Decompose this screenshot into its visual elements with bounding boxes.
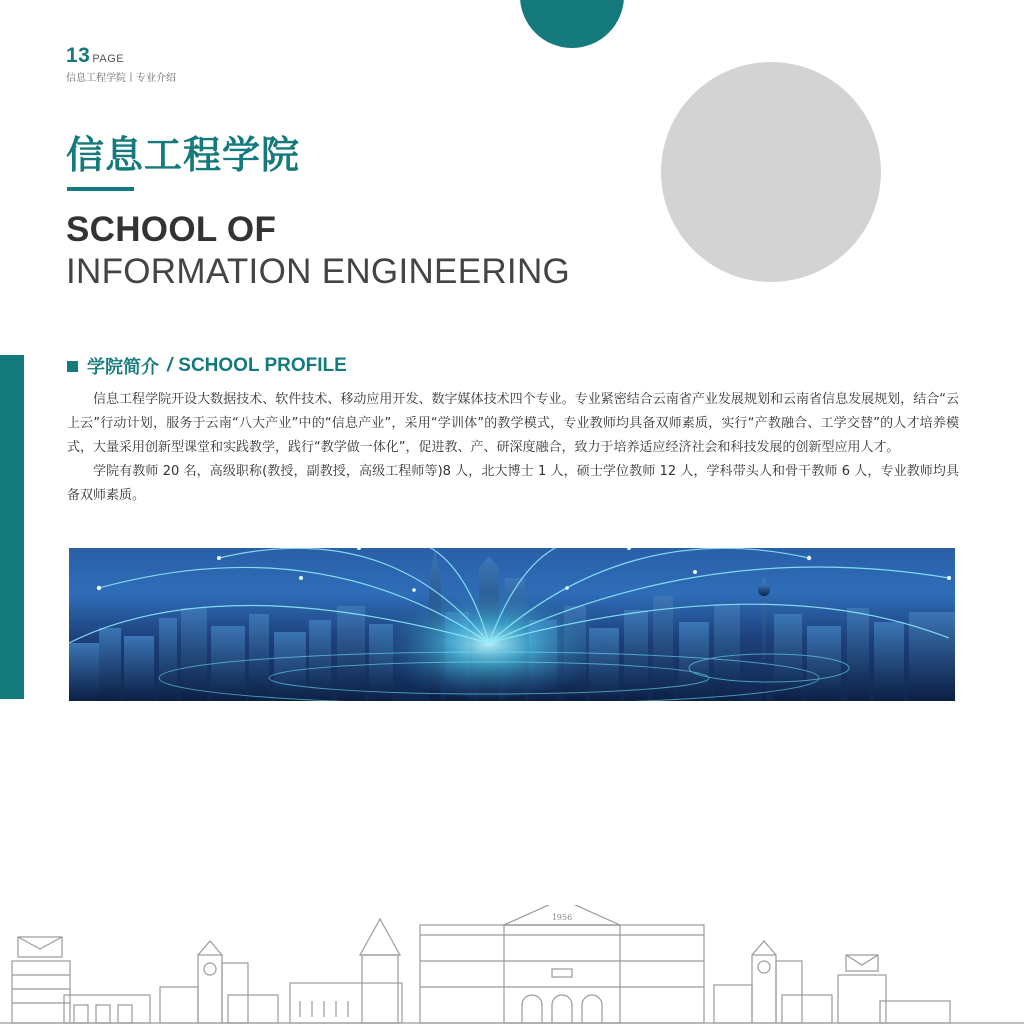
profile-text [67,388,959,508]
page-title-cn: 信息工程学院 [66,133,301,177]
page-title-en-line2: INFORMATION ENGINEERING [66,252,571,291]
title-underline [67,187,134,191]
section-heading-cn: 学院简介 [87,357,159,378]
breadcrumb: 信息工程学院丨专业介绍 [66,73,176,84]
city-network-banner-image [69,548,955,701]
building-year-label: 1956 [551,913,573,922]
section-heading [67,353,347,379]
decorative-teal-circle [520,0,624,48]
photo-placeholder-circle [661,62,881,282]
section-heading-en: SCHOOL PROFILE [178,355,347,376]
square-bullet-icon [67,361,78,372]
section-heading-separator: / [167,355,173,376]
campus-skyline-illustration [0,905,1024,1024]
profile-paragraph-1: 信息工程学院开设大数据技术、软件技术、移动应用开发、数字媒体技术四个专业。专业紧密结合云南省产业发展规划和云南省信息发展规划，结合“云上云”行动计划，服务于云南“八大产业”中的“信息产业”，采用“学训体”的教学模式，专业教师均具备双师素质，实行“产教融合、工学交替”的人才培养模式，大量采用创新型课堂和实践教学，践行“教学做一体化”，促进教、产、研深度融合，致力于培养适应经济社会和科技发展的创新型应用人才。 [67,392,959,455]
page-number [66,44,124,68]
page-number-value: 13 [66,44,91,67]
profile-paragraph-2: 学院有教师 20 名，高级职称(教授，副教授，高级工程师等)8 人，北大博士 1 人，硕士学位教师 12 人，学科带头人和骨干教师 6 人，专业教师均具备双师素质。 [67,464,959,503]
page-number-label: PAGE [92,53,125,65]
decorative-left-bar [0,355,24,699]
page-title-en-line1: SCHOOL OF [66,210,277,249]
